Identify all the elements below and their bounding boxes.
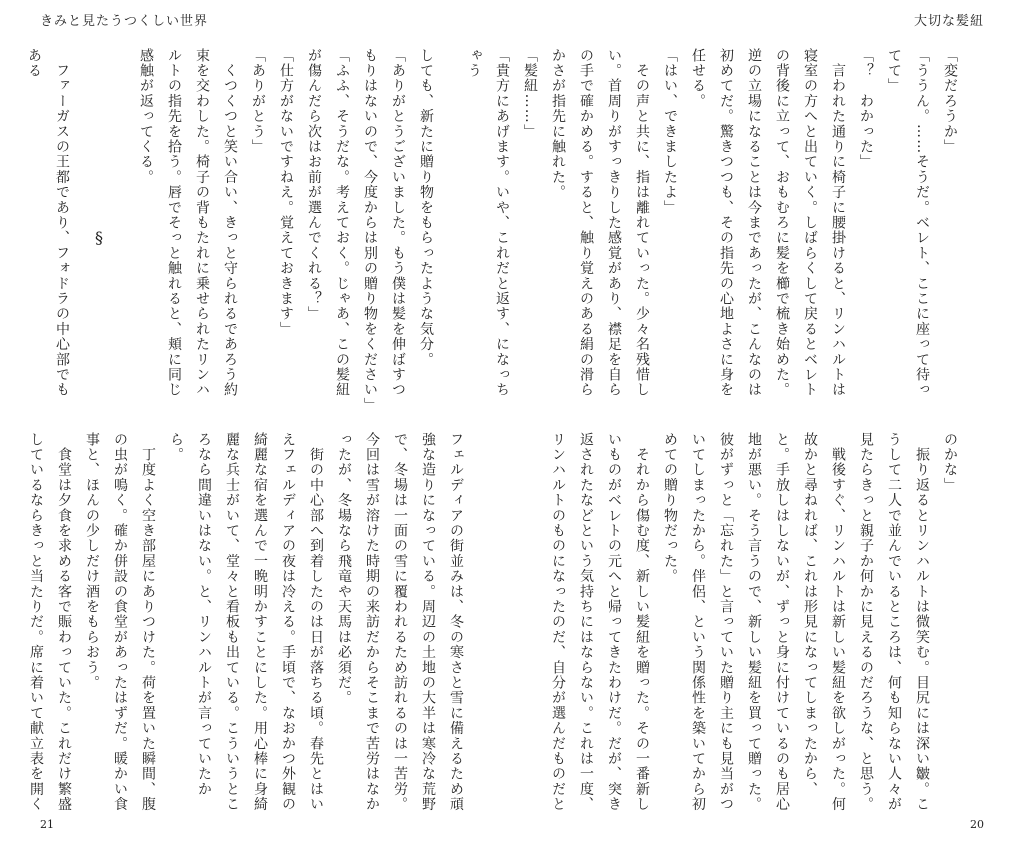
page-number-right: 20 bbox=[970, 818, 984, 831]
text-line: ファーガスの王都であり、フォドラの中心部でもある bbox=[26, 48, 70, 398]
running-head-chapter-title: 大切な髪紐 bbox=[913, 14, 984, 29]
text-line bbox=[104, 48, 132, 410]
text-line: 食堂は夕食を求める客で賑わっていた。これだけ繁盛しているならきっと当たりだ。席に着いて献立表を開く bbox=[28, 432, 72, 812]
text-line: くつくつと笑い合い、きっと守られるであろう約束を交わした。椅子の背もたれに乗せられたリンハルトの指先を拾う。唇でそっと触れると、頬に同じ感触が返ってくる。 bbox=[138, 48, 238, 398]
text-line: のかな」 bbox=[942, 432, 958, 493]
text-line: 「ありがとうございました。もう僕は髪を伸ばすつもりはないので、今度からは別の贈り物をください」 bbox=[362, 48, 406, 413]
text-line: 「貴方にあげます。いや、これだと返す、になっちゃう bbox=[466, 48, 510, 398]
left-page-lower-text bbox=[28, 432, 470, 812]
text-line: 「ううん。……そうだ。ベレト、ここに座って待ってて」 bbox=[886, 48, 930, 398]
text-line: 「ありがとう」 bbox=[250, 48, 266, 155]
page-number-left: 21 bbox=[40, 818, 54, 831]
text-line: 「？ わかった」 bbox=[858, 48, 874, 170]
text-line: フェルディアの街並みは、冬の寒さと雪に備えるため頑強な造りになっている。周辺の土地の大半は寒冷な荒野で、冬場は一面の雪に覆われるため訪れるのは一苦労。今回は雪が溶けた時期の来訪だからそこまで苦労はなかったが、冬場なら飛竜や天馬は必須だ。 bbox=[336, 432, 464, 812]
text-line: 「ふふ、そうだな。考えておく。じゃあ、この髪紐が傷んだら次はお前が選んでくれる？」 bbox=[306, 48, 350, 398]
text-line: その声と共に、指は離れていった。少々名残惜しい。首周りがすっきりした感覚があり、襟足を自らの手で確かめる。すると、触り覚えのある絹の滑らかさが指先に触れた。 bbox=[550, 48, 650, 398]
right-page-upper-text bbox=[466, 48, 964, 410]
running-head-book-title: きみと見たうつくしい世界 bbox=[40, 14, 209, 29]
text-line: 言われた通りに椅子に腰掛けると、リンハルトは寝室の方へと出ていく。しばらくして戻るとベレトの背後に立って、おもむろに髪を櫛で梳き始めた。逆の立場になることは今まであったが、こんなのは初めてだ。驚きつつも、その指先の心地よさに身を任せる。 bbox=[690, 48, 846, 398]
text-line: 街の中心部へ到着したのは日が落ちる頃。春先とはいえフェルディアの夜は冷える。手頃で、なおかつ外観の綺麗な宿を選んで一晩明かすことにした。用心棒に身綺麗な兵士がいて、堂々と看板も出ている。こういうところなら間違いはない。と、リンハルトが言っていたから。 bbox=[168, 432, 324, 812]
text-line: しても、新たに贈り物をもらったような気分。 bbox=[418, 48, 434, 368]
text-line: 「変だろうか」 bbox=[942, 48, 958, 155]
text-line: それから傷む度、新しい髪紐を贈った。その一番新しいものがベレトの元へと帰ってきたわけだ。だが、突き返されたなどという気持ちにはならない。これは一度、リンハルトのものになったのだ、自分が選んだものだと bbox=[550, 432, 650, 812]
section-separator: § bbox=[95, 228, 103, 247]
text-line: 戦後すぐ、リンハルトは新しい髪紐を欲しがった。何故かと尋ねれば、これは形見になってしまったから、と。手放しはしないが、ずっと身に付けているのも居心地が悪い。そう言うので、新しい髪紐を買って贈った。彼がずっと「忘れた」と言っていた贈り主にも見当がついてしまったから。伴侶、という関係性を築いてから初めての贈り物だった。 bbox=[662, 432, 846, 812]
text-line: 丁度よく空き部屋にありつけた。荷を置いた瞬間、腹の虫が鳴く。確か併設の食堂があったはずだ。暖かい食事と、ほんの少しだけ酒をもらおう。 bbox=[84, 432, 156, 812]
text-line: 「仕方がないですねえ。覚えておきます」 bbox=[278, 48, 294, 337]
text-line: 「髪紐……」 bbox=[522, 48, 538, 140]
text-line: 「はい、できましたよ」 bbox=[662, 48, 678, 216]
text-line: 振り返るとリンハルトは微笑む。目尻には深い皺。こうして二人で並んでいるところは、何も知らない人々が見たらきっと親子か何かに見えるのだろうな、と思う。 bbox=[858, 432, 930, 812]
right-page-lower-text bbox=[534, 432, 964, 812]
